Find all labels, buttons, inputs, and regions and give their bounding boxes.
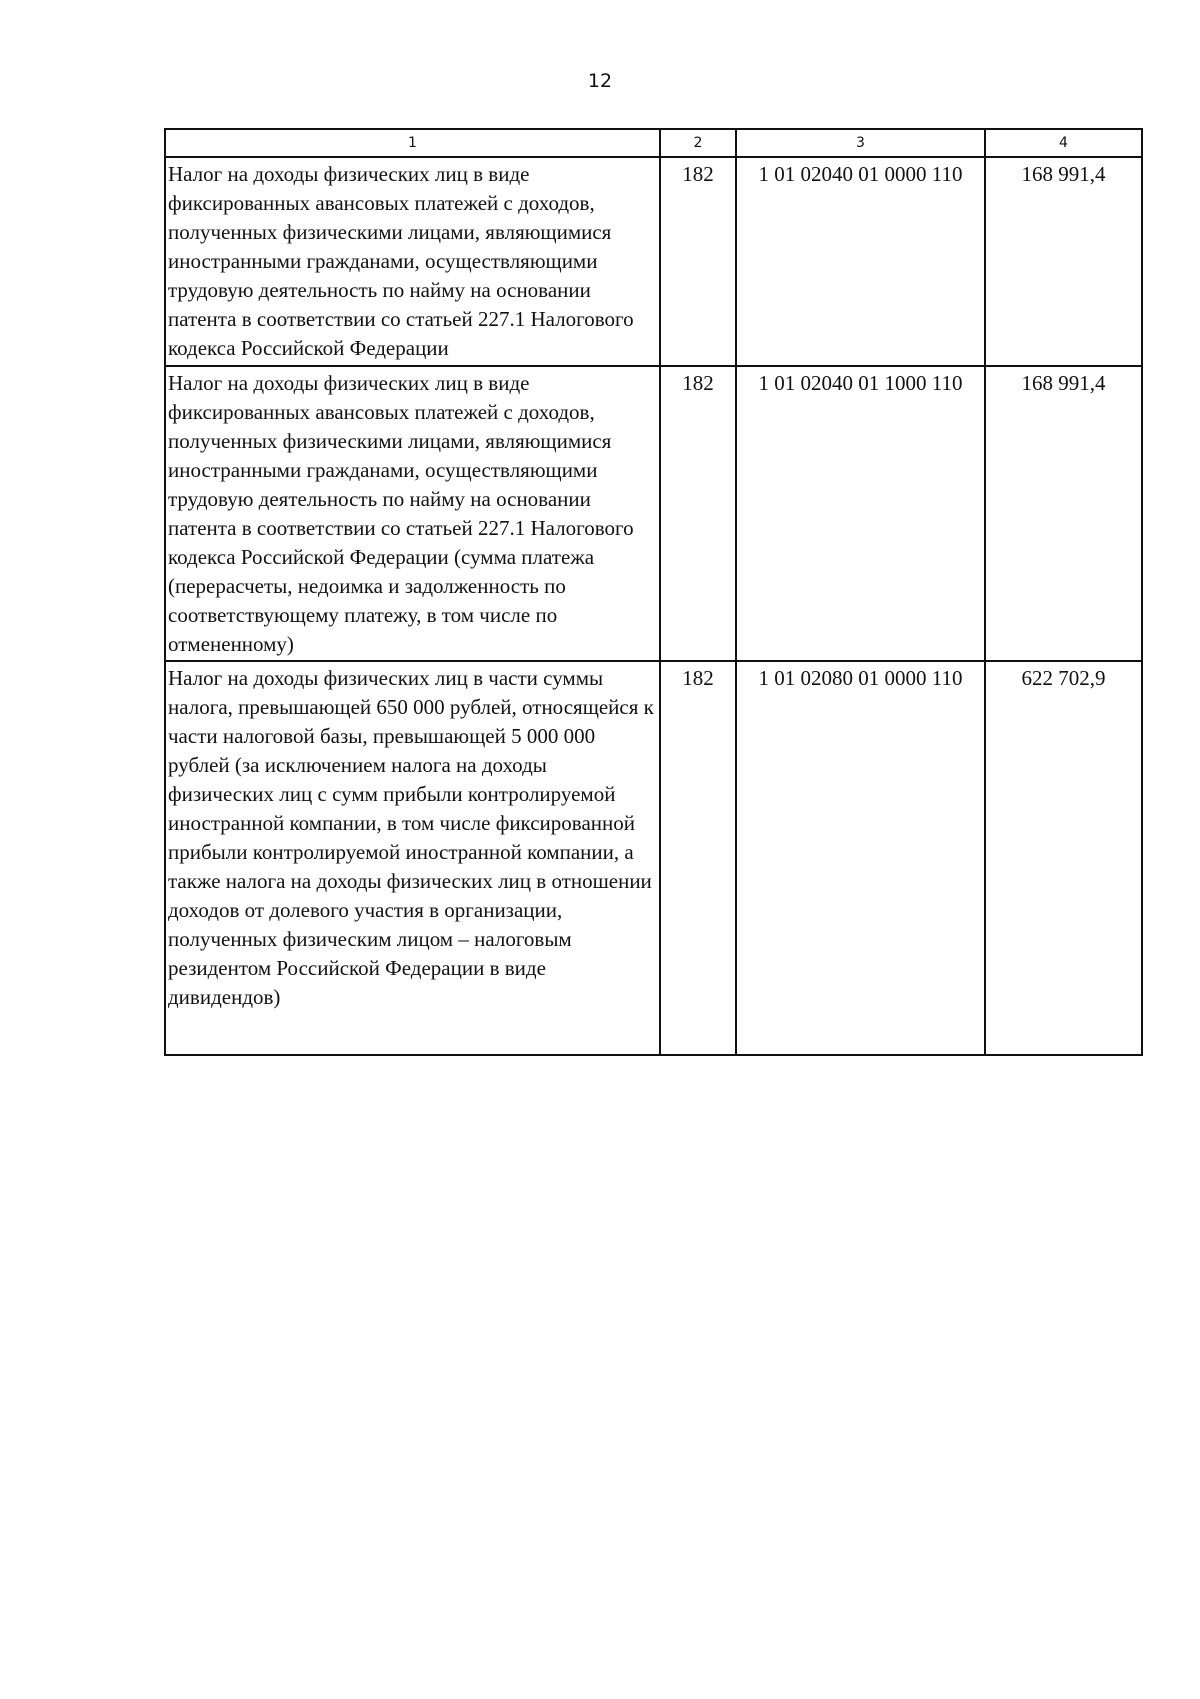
column-header-1: 1 xyxy=(165,129,660,157)
column-header-4: 4 xyxy=(985,129,1142,157)
page-number: 12 xyxy=(587,70,613,92)
table-row xyxy=(165,661,1142,1055)
admin-code-cell: 182 xyxy=(660,661,736,1055)
column-header-3: 3 xyxy=(736,129,985,157)
revenue-table xyxy=(164,128,1143,1056)
kbk-code-cell: 1 01 02040 01 0000 110 xyxy=(736,157,985,366)
table-header-row xyxy=(165,129,1142,157)
income-name-cell: Налог на доходы физических лиц в виде фиксированных авансовых платежей с доходов, полученных физическими лицами, являющимися иностранными гражданами, осуществляющими трудовую деятельность по найму на основании патента в соответствии со статьей 227.1 Налогового кодекса Российской Федерации xyxy=(165,157,660,366)
kbk-code-cell: 1 01 02080 01 0000 110 xyxy=(736,661,985,1055)
income-name-cell: Налог на доходы физических лиц в виде фиксированных авансовых платежей с доходов, полученных физическими лицами, являющимися иностранными гражданами, осуществляющими трудовую деятельность по найму на основании патента в соответствии со статьей 227.1 Налогового кодекса Российской Федерации (сумма платежа (перерасчеты, недоимка и задолженность по соответствующему платежу, в том числе по отмененному) xyxy=(165,366,660,661)
amount-cell: 168 991,4 xyxy=(985,366,1142,661)
income-name-cell: Налог на доходы физических лиц в части суммы налога, превышающей 650 000 рублей, относящейся к части налоговой базы, превышающей 5 000 000 рублей (за исключением налога на доходы физических лиц с сумм прибыли контролируемой иностранной компании, в том числе фиксированной прибыли контролируемой иностранной компании, а также налога на доходы физических лиц в отношении доходов от долевого участия в организации, полученных физическим лицом – налоговым резидентом Российской Федерации в виде дивидендов) xyxy=(165,661,660,1055)
kbk-code-cell: 1 01 02040 01 1000 110 xyxy=(736,366,985,661)
admin-code-cell: 182 xyxy=(660,366,736,661)
column-header-2: 2 xyxy=(660,129,736,157)
admin-code-cell: 182 xyxy=(660,157,736,366)
table-row xyxy=(165,157,1142,366)
table-row xyxy=(165,366,1142,661)
amount-cell: 622 702,9 xyxy=(985,661,1142,1055)
amount-cell: 168 991,4 xyxy=(985,157,1142,366)
